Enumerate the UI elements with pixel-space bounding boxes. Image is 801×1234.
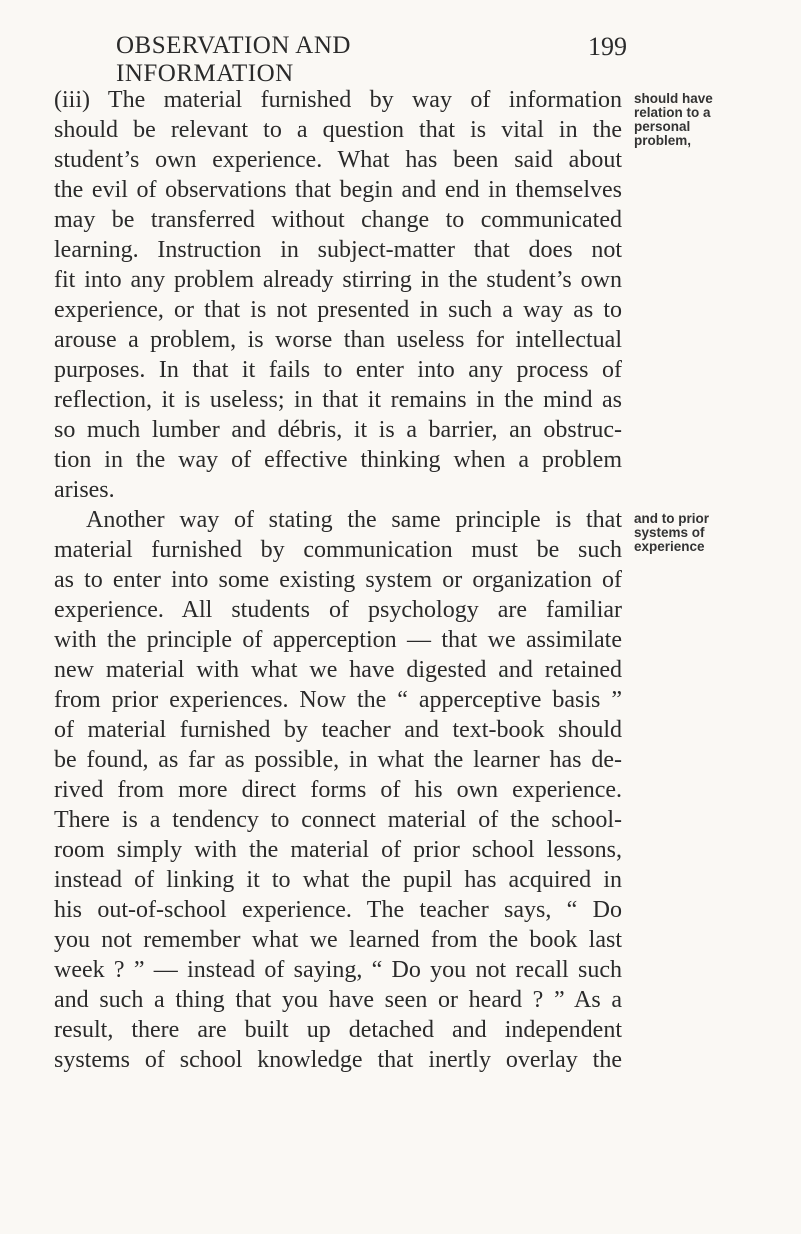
paragraph-2-line: material furnished by communication must be such <box>54 537 622 563</box>
marginal-note-line: relation to a <box>634 105 711 120</box>
paragraph-2-line: Another way of stating the same principle is that <box>86 507 622 533</box>
paragraph-2-line: systems of school knowledge that inertly overlay the <box>54 1047 622 1073</box>
paragraph-2-line: you not remember what we learned from the book last <box>54 927 622 953</box>
marginal-note-line: personal <box>634 119 691 134</box>
paragraph-2-line: of material furnished by teacher and text-book should <box>54 717 622 743</box>
paragraph-1-line: fit into any problem already stirring in the student’s own <box>54 267 622 293</box>
paragraph-1-line: tion in the way of effective thinking when a problem <box>54 447 622 473</box>
marginal-note-personal-problem <box>634 92 796 148</box>
paragraph-2-line: new material with what we have digested and retained <box>54 657 622 683</box>
paragraph-2-line: There is a tendency to connect material of the school- <box>54 807 622 833</box>
paragraph-1-line: the evil of observations that begin and end in themselves <box>54 177 622 203</box>
paragraph-1-line: (iii) The material furnished by way of information <box>54 87 622 113</box>
paragraph-1-line: purposes. In that it fails to enter into any process of <box>54 357 622 383</box>
paragraph-2-line: and such a thing that you have seen or heard ? ” As a <box>54 987 622 1013</box>
paragraph-1-line: arouse a problem, is worse than useless for intellectual <box>54 327 622 353</box>
marginal-note-line: should have <box>634 91 713 106</box>
paragraph-1-line: reflection, it is useless; in that it remains in the mind as <box>54 387 622 413</box>
paragraph-2-line: instead of linking it to what the pupil has acquired in <box>54 867 622 893</box>
marginal-note-line: problem, <box>634 133 692 148</box>
paragraph-2-line: as to enter into some existing system or organization of <box>54 567 622 593</box>
paragraph-1-line: arises. <box>54 477 115 503</box>
paragraph-2-line: his out-of-school experience. The teacher says, “ Do <box>54 897 622 923</box>
paragraph-2-line: room simply with the material of prior school lessons, <box>54 837 622 863</box>
paragraph-2-line: week ? ” — instead of saying, “ Do you not recall such <box>54 957 622 983</box>
paragraph-2-line: experience. All students of psychology are familiar <box>54 597 622 623</box>
paragraph-1-line: learning. Instruction in subject-matter that does not <box>54 237 622 263</box>
paragraph-2-line: be found, as far as possible, in what the learner has de- <box>54 747 622 773</box>
marginal-note-prior-experience <box>634 512 796 554</box>
paragraph-1-line: should be relevant to a question that is vital in the <box>54 117 622 143</box>
paragraph-1-line: student’s own experience. What has been said about <box>54 147 622 173</box>
paragraph-1-line: may be transferred without change to communicated <box>54 207 622 233</box>
marginal-note-line: systems of <box>634 525 705 540</box>
marginal-note-line: and to prior <box>634 511 709 526</box>
paragraph-2-line: result, there are built up detached and independent <box>54 1017 622 1043</box>
paragraph-1-line: so much lumber and débris, it is a barrier, an obstruc- <box>54 417 622 443</box>
paragraph-2-line: rived from more direct forms of his own experience. <box>54 777 622 803</box>
paragraph-2-line: with the principle of apperception — that we assimilate <box>54 627 622 653</box>
running-head: OBSERVATION AND INFORMATION <box>116 32 351 87</box>
page-number: 199 <box>588 32 627 61</box>
paragraph-2-line: from prior experiences. Now the “ apperceptive basis ” <box>54 687 622 713</box>
paragraph-1-line: experience, or that is not presented in such a way as to <box>54 297 622 323</box>
marginal-note-line: experience <box>634 539 705 554</box>
